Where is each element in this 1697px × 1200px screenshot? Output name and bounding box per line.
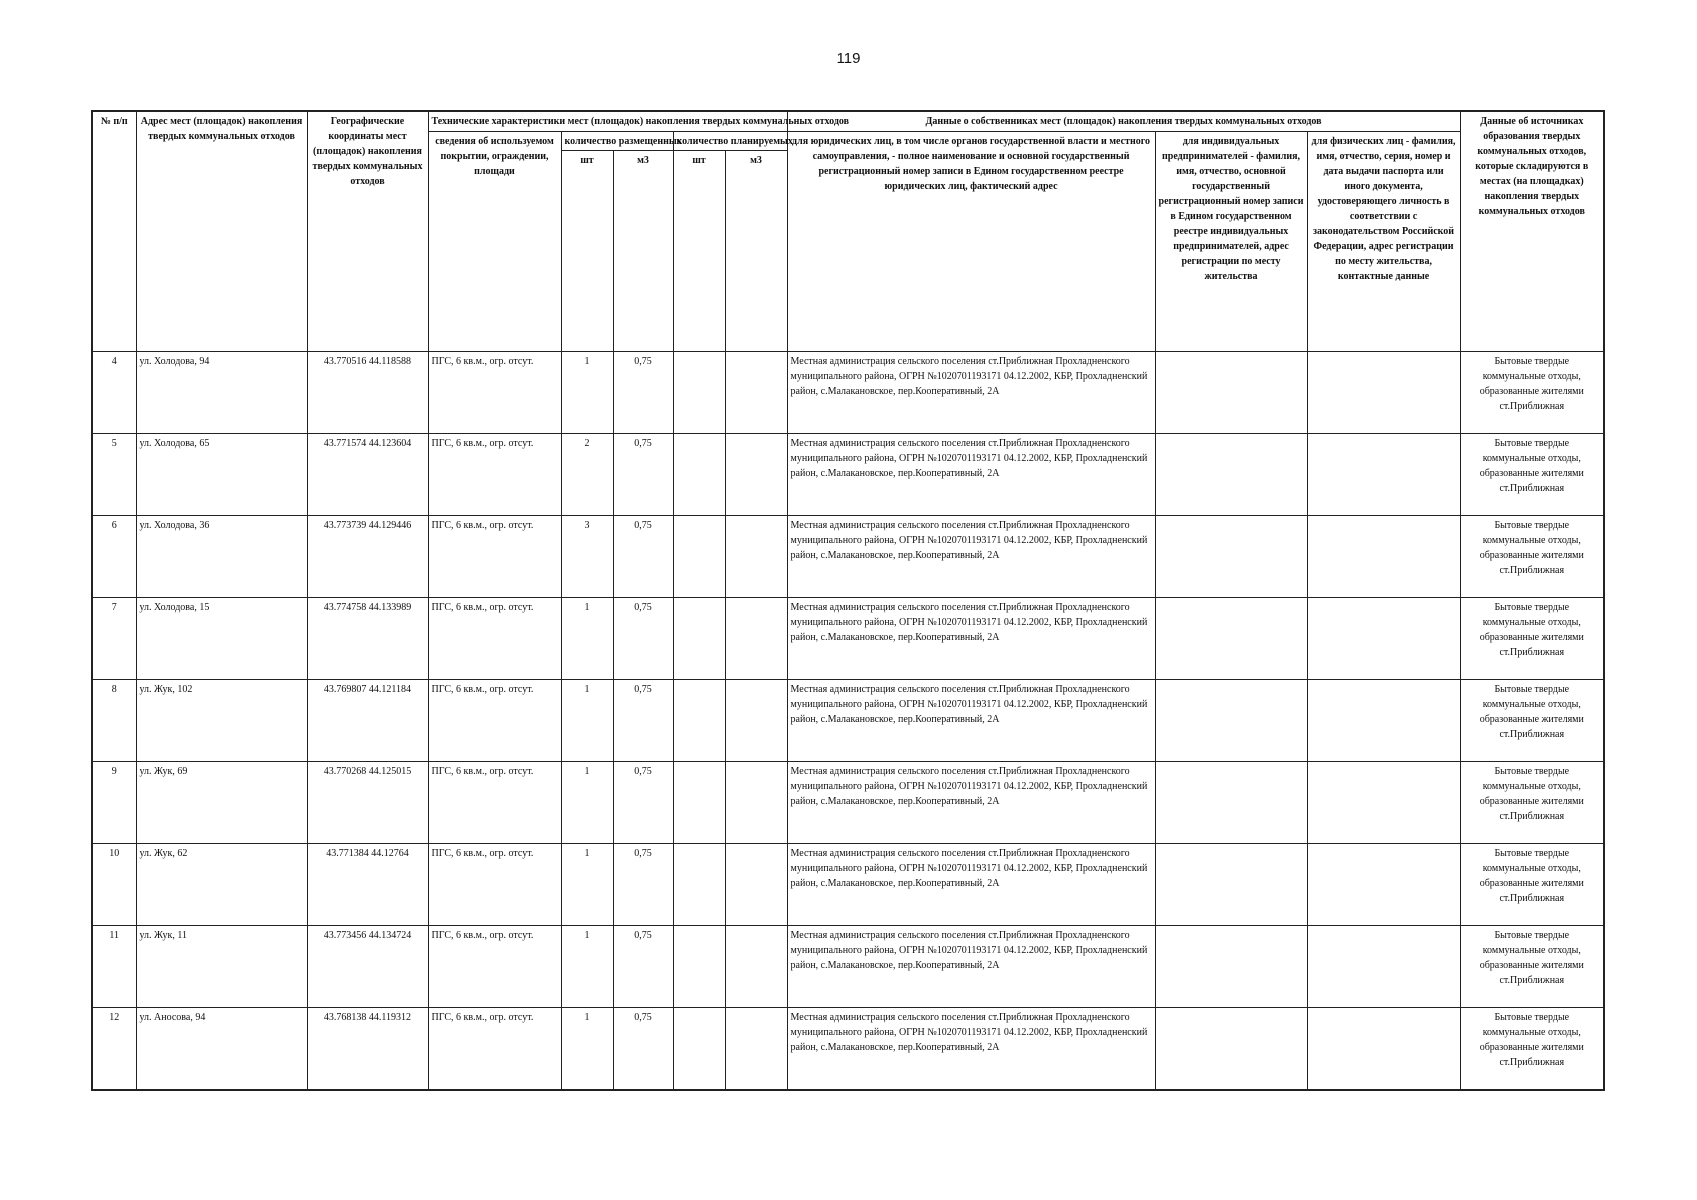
row-waste-source: Бытовые твердые коммунальные отходы, образованные жителями ст.Приближная — [1460, 926, 1604, 1008]
row-coating: ПГС, 6 кв.м., огр. отсут. — [428, 598, 561, 680]
row-waste-source: Бытовые твердые коммунальные отходы, образованные жителями ст.Приближная — [1460, 434, 1604, 516]
page-number: 119 — [836, 50, 861, 67]
row-address: ул. Аносова, 94 — [136, 1008, 307, 1091]
row-qty-pcs: 1 — [561, 1008, 613, 1091]
row-qty-m3: 0,75 — [613, 762, 673, 844]
header-unit-pcs-planned: шт — [673, 151, 725, 352]
row-owner-legal: Местная администрация сельского поселения ст.Приближная Прохладненского муниципального района, ОГРН №1020701193171 04.12.2002, КБР, Прохладненский район, с.Малакановское, пер.Кооперативный, 2А — [787, 844, 1155, 926]
row-address: ул. Жук, 11 — [136, 926, 307, 1008]
row-planned-m3 — [725, 762, 787, 844]
row-planned-m3 — [725, 598, 787, 680]
row-qty-pcs: 1 — [561, 762, 613, 844]
row-owner-individual — [1307, 598, 1460, 680]
table-row — [92, 598, 1604, 680]
row-qty-m3: 0,75 — [613, 844, 673, 926]
row-num: 10 — [92, 844, 136, 926]
row-coords: 43.773456 44.134724 — [307, 926, 428, 1008]
header-qty-planned-text: количество планируемых — [676, 136, 793, 147]
row-qty-pcs: 1 — [561, 844, 613, 926]
row-owner-legal: Местная администрация сельского поселения ст.Приближная Прохладненского муниципального района, ОГРН №1020701193171 04.12.2002, КБР, Прохладненский район, с.Малакановское, пер.Кооперативный, 2А — [787, 762, 1155, 844]
row-coating: ПГС, 6 кв.м., огр. отсут. — [428, 434, 561, 516]
row-coords: 43.771574 44.123604 — [307, 434, 428, 516]
row-planned-pcs — [673, 434, 725, 516]
row-address: ул. Холодова, 36 — [136, 516, 307, 598]
row-planned-m3 — [725, 926, 787, 1008]
row-coords: 43.768138 44.119312 — [307, 1008, 428, 1091]
header-entrepreneurs: для индивидуальных предпринимателей - фамилия, имя, отчество, основной государственный регистрационный номер записи в Едином государственном реестре индивидуальных предпринимателей, адрес регистрации по месту жительства — [1155, 132, 1307, 352]
row-owner-entrepreneur — [1155, 1008, 1307, 1091]
row-num: 6 — [92, 516, 136, 598]
row-qty-m3: 0,75 — [613, 680, 673, 762]
row-qty-m3: 0,75 — [613, 926, 673, 1008]
row-owner-entrepreneur — [1155, 926, 1307, 1008]
row-owner-legal: Местная администрация сельского поселения ст.Приближная Прохладненского муниципального района, ОГРН №1020701193171 04.12.2002, КБР, Прохладненский район, с.Малакановское, пер.Кооперативный, 2А — [787, 434, 1155, 516]
row-planned-pcs — [673, 926, 725, 1008]
row-num: 11 — [92, 926, 136, 1008]
row-coating: ПГС, 6 кв.м., огр. отсут. — [428, 680, 561, 762]
row-owner-individual — [1307, 516, 1460, 598]
row-planned-pcs — [673, 762, 725, 844]
row-owner-entrepreneur — [1155, 762, 1307, 844]
table-row — [92, 680, 1604, 762]
row-owner-entrepreneur — [1155, 680, 1307, 762]
header-unit-pcs: шт — [561, 151, 613, 352]
table-row — [92, 926, 1604, 1008]
row-qty-m3: 0,75 — [613, 516, 673, 598]
row-address: ул. Холодова, 94 — [136, 352, 307, 434]
row-coating: ПГС, 6 кв.м., огр. отсут. — [428, 516, 561, 598]
row-num: 9 — [92, 762, 136, 844]
row-coating: ПГС, 6 кв.м., огр. отсут. — [428, 762, 561, 844]
row-qty-m3: 0,75 — [613, 1008, 673, 1091]
row-planned-m3 — [725, 844, 787, 926]
row-owner-entrepreneur — [1155, 844, 1307, 926]
row-coords: 43.769807 44.121184 — [307, 680, 428, 762]
row-waste-source: Бытовые твердые коммунальные отходы, образованные жителями ст.Приближная — [1460, 844, 1604, 926]
row-owner-entrepreneur — [1155, 516, 1307, 598]
row-waste-source: Бытовые твердые коммунальные отходы, образованные жителями ст.Приближная — [1460, 1008, 1604, 1091]
row-coords: 43.771384 44.12764 — [307, 844, 428, 926]
row-coating: ПГС, 6 кв.м., огр. отсут. — [428, 352, 561, 434]
row-address: ул. Холодова, 15 — [136, 598, 307, 680]
row-owner-legal: Местная администрация сельского поселения ст.Приближная Прохладненского муниципального района, ОГРН №1020701193171 04.12.2002, КБР, Прохладненский район, с.Малакановское, пер.Кооперативный, 2А — [787, 352, 1155, 434]
row-qty-m3: 0,75 — [613, 434, 673, 516]
row-address: ул. Жук, 102 — [136, 680, 307, 762]
row-planned-pcs — [673, 598, 725, 680]
row-planned-pcs — [673, 1008, 725, 1091]
row-address: ул. Жук, 62 — [136, 844, 307, 926]
table-row — [92, 352, 1604, 434]
row-owner-legal: Местная администрация сельского поселения ст.Приближная Прохладненского муниципального района, ОГРН №1020701193171 04.12.2002, КБР, Прохладненский район, с.Малакановское, пер.Кооперативный, 2А — [787, 680, 1155, 762]
header-qty-planned — [673, 132, 793, 151]
header-address: Адрес мест (площадок) накопления твердых коммунальных отходов — [136, 111, 307, 352]
header-tech-text: Технические характеристики мест (площадок) накопления твердых коммунальных отходов — [431, 116, 850, 127]
row-coating: ПГС, 6 кв.м., огр. отсут. — [428, 844, 561, 926]
row-waste-source: Бытовые твердые коммунальные отходы, образованные жителями ст.Приближная — [1460, 598, 1604, 680]
row-owner-entrepreneur — [1155, 434, 1307, 516]
row-owner-legal: Местная администрация сельского поселения ст.Приближная Прохладненского муниципального района, ОГРН №1020701193171 04.12.2002, КБР, Прохладненский район, с.Малакановское, пер.Кооперативный, 2А — [787, 1008, 1155, 1091]
row-qty-pcs: 1 — [561, 926, 613, 1008]
row-qty-pcs: 1 — [561, 598, 613, 680]
row-coords: 43.773739 44.129446 — [307, 516, 428, 598]
row-coating: ПГС, 6 кв.м., огр. отсут. — [428, 926, 561, 1008]
row-owner-individual — [1307, 762, 1460, 844]
header-legal: для юридических лиц, в том числе органов государственной власти и местного самоуправления, - полное наименование и основной государственный регистрационный номер записи в Едином государственном реестре юридических лиц, фактический адрес — [787, 132, 1155, 352]
waste-sites-table — [91, 110, 1605, 1091]
row-owner-individual — [1307, 844, 1460, 926]
row-qty-m3: 0,75 — [613, 352, 673, 434]
header-individuals: для физических лиц - фамилия, имя, отчество, серия, номер и дата выдачи паспорта или иного документа, удостоверяющего личность в соответствии с законодательством Российской Федерации, адрес регистрации по месту жительства, контактные данные — [1307, 132, 1460, 352]
row-num: 12 — [92, 1008, 136, 1091]
row-planned-m3 — [725, 434, 787, 516]
row-owner-legal: Местная администрация сельского поселения ст.Приближная Прохладненского муниципального района, ОГРН №1020701193171 04.12.2002, КБР, Прохладненский район, с.Малакановское, пер.Кооперативный, 2А — [787, 926, 1155, 1008]
row-owner-individual — [1307, 1008, 1460, 1091]
row-owner-entrepreneur — [1155, 598, 1307, 680]
row-planned-pcs — [673, 352, 725, 434]
row-planned-m3 — [725, 1008, 787, 1091]
row-owner-individual — [1307, 352, 1460, 434]
row-owner-legal: Местная администрация сельского поселения ст.Приближная Прохладненского муниципального района, ОГРН №1020701193171 04.12.2002, КБР, Прохладненский район, с.Малакановское, пер.Кооперативный, 2А — [787, 598, 1155, 680]
table-row — [92, 434, 1604, 516]
row-owner-individual — [1307, 434, 1460, 516]
header-num: № п/п — [92, 111, 136, 352]
header-coating: сведения об используемом покрытии, ограждении, площади — [428, 132, 561, 352]
row-address: ул. Холодова, 65 — [136, 434, 307, 516]
row-owner-legal: Местная администрация сельского поселения ст.Приближная Прохладненского муниципального района, ОГРН №1020701193171 04.12.2002, КБР, Прохладненский район, с.Малакановское, пер.Кооперативный, 2А — [787, 516, 1155, 598]
header-sources: Данные об источниках образования твердых коммунальных отходов, которые складируются в местах (на площадках) накопления твердых коммунальных отходов — [1460, 111, 1604, 352]
row-waste-source: Бытовые твердые коммунальные отходы, образованные жителями ст.Приближная — [1460, 762, 1604, 844]
row-num: 4 — [92, 352, 136, 434]
row-qty-pcs: 1 — [561, 352, 613, 434]
row-address: ул. Жук, 69 — [136, 762, 307, 844]
row-qty-pcs: 2 — [561, 434, 613, 516]
row-planned-m3 — [725, 516, 787, 598]
table-row — [92, 762, 1604, 844]
row-coords: 43.770268 44.125015 — [307, 762, 428, 844]
row-waste-source: Бытовые твердые коммунальные отходы, образованные жителями ст.Приближная — [1460, 516, 1604, 598]
row-num: 5 — [92, 434, 136, 516]
row-coating: ПГС, 6 кв.м., огр. отсут. — [428, 1008, 561, 1091]
header-qty-placed-text: количество размещенных — [564, 136, 682, 147]
row-planned-pcs — [673, 844, 725, 926]
header-unit-m3: м3 — [613, 151, 673, 352]
row-planned-pcs — [673, 516, 725, 598]
row-qty-pcs: 3 — [561, 516, 613, 598]
table-row — [92, 1008, 1604, 1091]
row-owner-entrepreneur — [1155, 352, 1307, 434]
row-planned-m3 — [725, 680, 787, 762]
row-coords: 43.774758 44.133989 — [307, 598, 428, 680]
row-planned-pcs — [673, 680, 725, 762]
header-coords: Географические координаты мест (площадок) накопления твердых коммунальных отходов — [307, 111, 428, 352]
row-waste-source: Бытовые твердые коммунальные отходы, образованные жителями ст.Приближная — [1460, 680, 1604, 762]
row-waste-source: Бытовые твердые коммунальные отходы, образованные жителями ст.Приближная — [1460, 352, 1604, 434]
header-owners: Данные о собственниках мест (площадок) накопления твердых коммунальных отходов — [787, 111, 1460, 132]
row-owner-individual — [1307, 926, 1460, 1008]
header-qty-placed — [561, 132, 682, 151]
table-row — [92, 516, 1604, 598]
header-unit-m3-planned: м3 — [725, 151, 787, 352]
row-planned-m3 — [725, 352, 787, 434]
row-num: 7 — [92, 598, 136, 680]
header-tech — [428, 111, 850, 132]
row-coords: 43.770516 44.118588 — [307, 352, 428, 434]
row-qty-m3: 0,75 — [613, 598, 673, 680]
row-num: 8 — [92, 680, 136, 762]
table-row — [92, 844, 1604, 926]
header-row-1 — [92, 111, 1604, 132]
row-qty-pcs: 1 — [561, 680, 613, 762]
row-owner-individual — [1307, 680, 1460, 762]
